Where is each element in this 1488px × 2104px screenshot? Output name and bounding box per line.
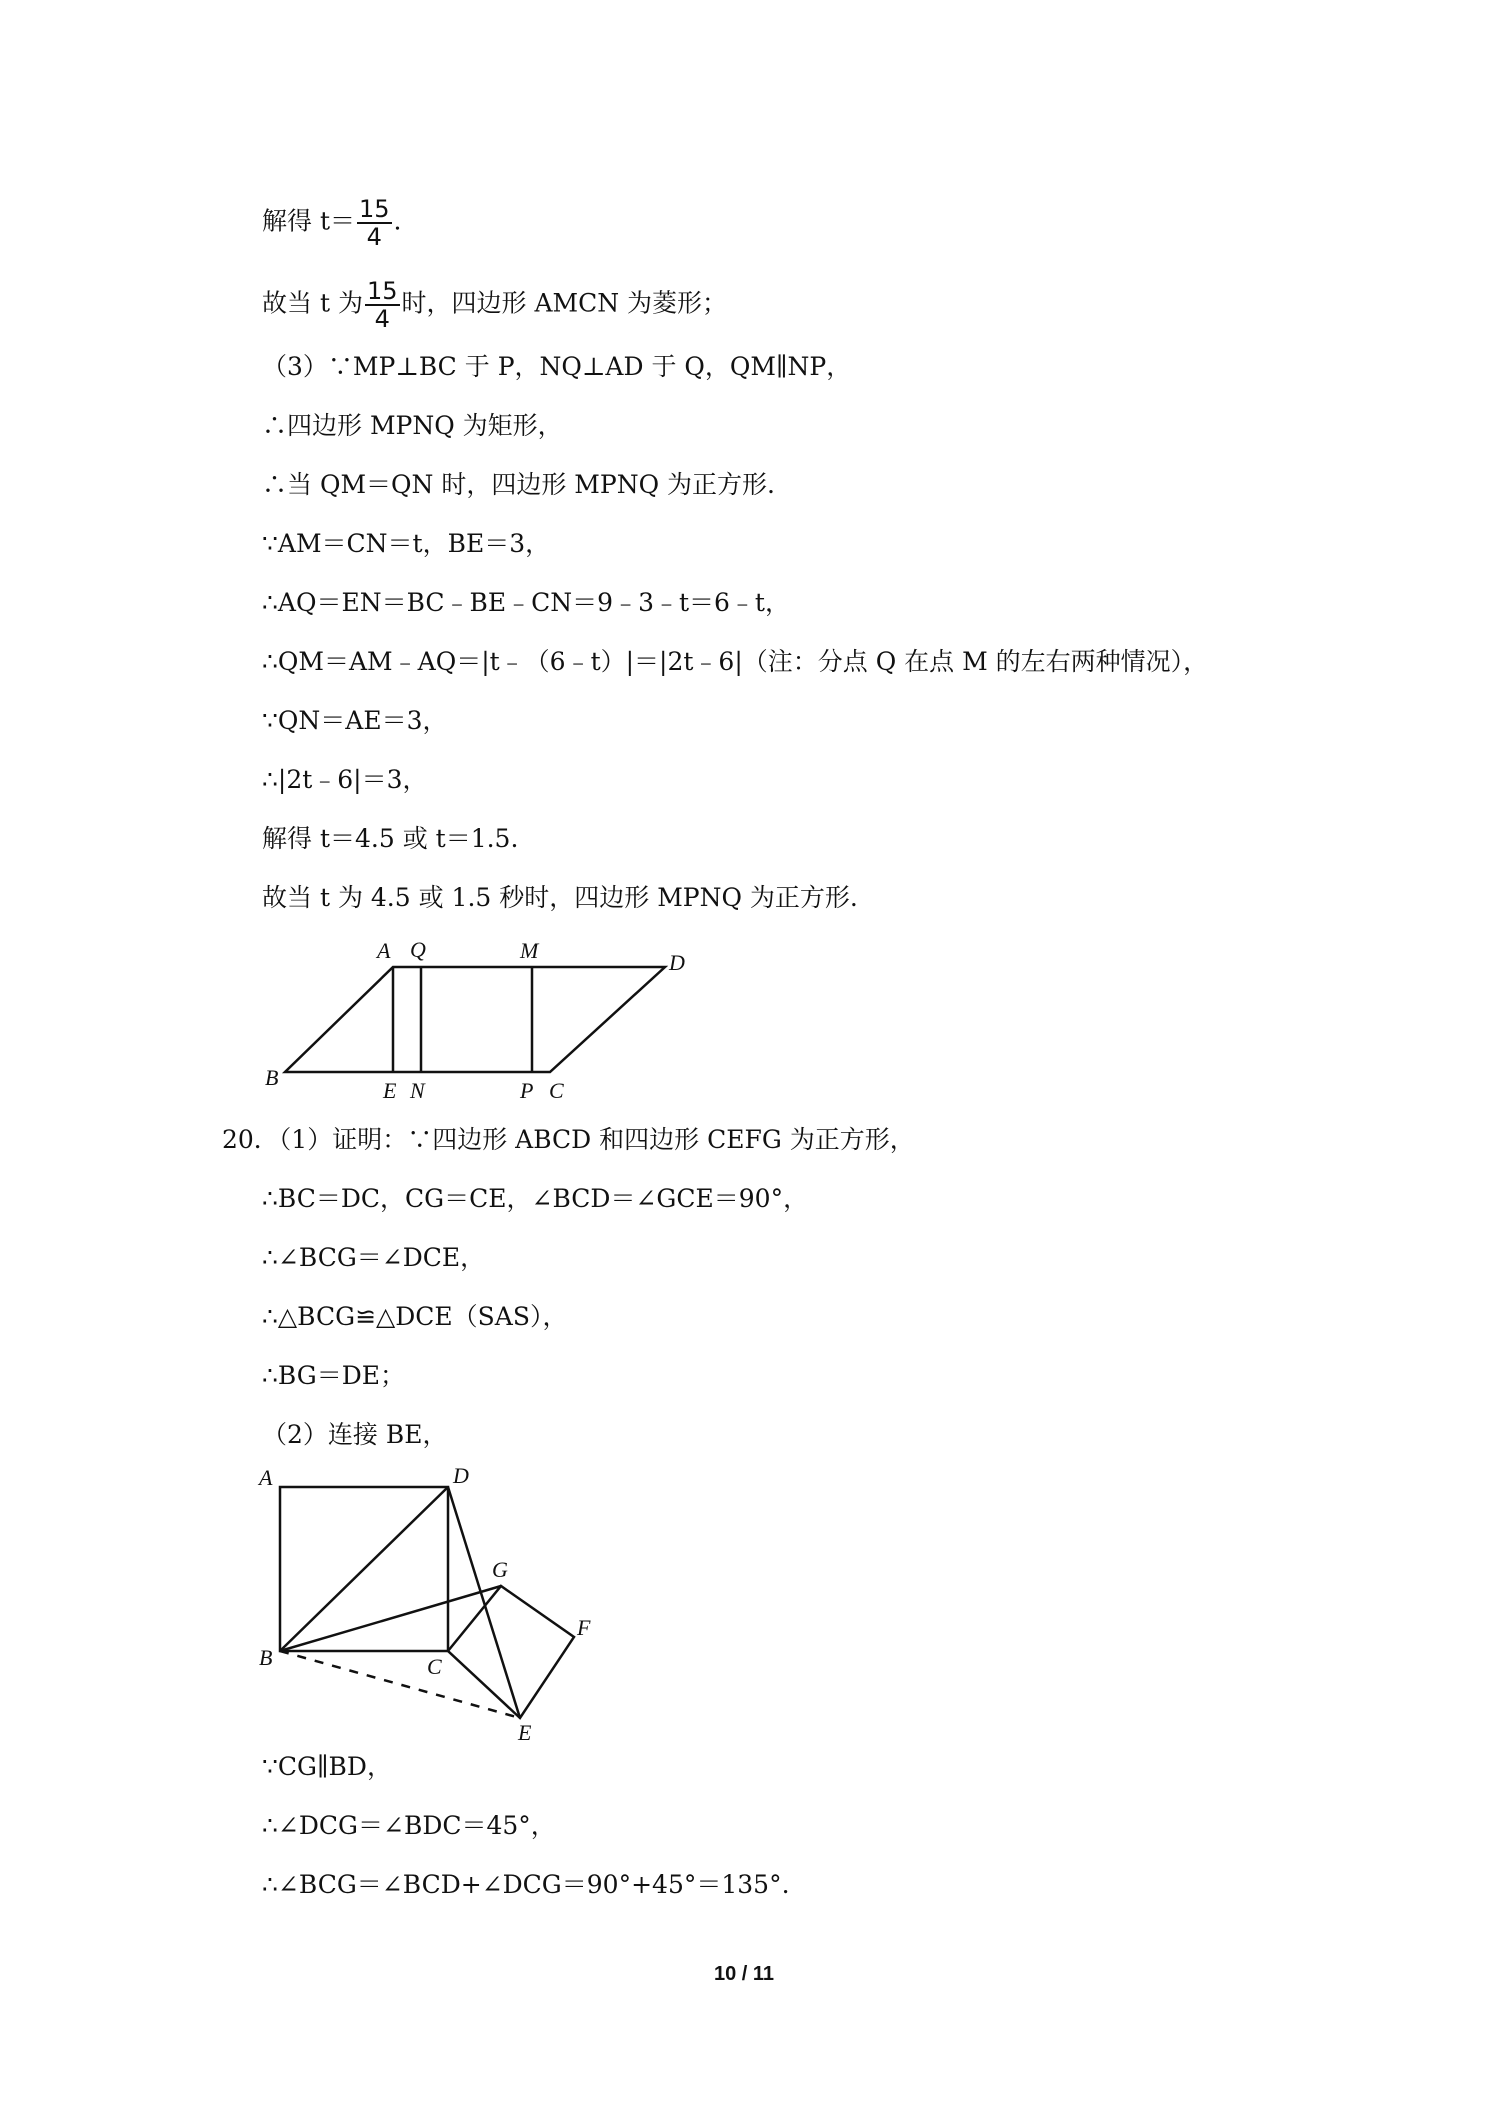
label-p: P	[520, 1078, 534, 1100]
fraction-denominator: 4	[374, 305, 390, 333]
label-d: D	[669, 950, 685, 975]
text-line-6: ∵AM＝CN＝t，BE＝3，	[262, 529, 551, 558]
fraction-numerator: 15	[366, 277, 398, 305]
fraction-numerator: 15	[359, 195, 390, 223]
square-cefg	[448, 1586, 574, 1718]
label-c: C	[427, 1654, 442, 1679]
label-g: G	[492, 1557, 508, 1582]
text-line-14: ∴BC＝DC，CG＝CE，∠BCD＝∠GCE＝90°，	[262, 1184, 809, 1213]
fraction-15-4	[365, 278, 400, 332]
text-line-4: ∴四边形 MPNQ 为矩形，	[262, 411, 563, 440]
text-line-15: ∴∠BCG＝∠DCE，	[262, 1243, 486, 1272]
label-a: A	[259, 1465, 273, 1490]
label-e: E	[383, 1078, 397, 1100]
text-line-9: ∵QN＝AE＝3，	[262, 706, 448, 735]
label-a: A	[377, 938, 391, 963]
text-line-20: ∴∠DCG＝∠BDC＝45°，	[262, 1811, 556, 1840]
label-b: B	[265, 1065, 279, 1090]
label-n: N	[410, 1078, 425, 1100]
label-e: E	[518, 1720, 532, 1740]
text-line-1	[262, 196, 402, 250]
label-q: Q	[410, 937, 426, 962]
text-line-19: ∵CG∥BD，	[262, 1752, 392, 1781]
text-line-11: 解得 t＝4.5 或 t＝1.5.	[262, 824, 519, 853]
text-line-8: ∴QM＝AM﹣AQ＝|t﹣（6﹣t）|＝|2t﹣6|（注：分点 Q 在点 M 的左右两种情况），	[262, 647, 1209, 676]
text-line-10: ∴|2t﹣6|＝3，	[262, 765, 428, 794]
text-line-12: 故当 t 为 4.5 或 1.5 秒时，四边形 MPNQ 为正方形.	[262, 883, 858, 912]
label-d: D	[453, 1463, 469, 1488]
label-f: F	[577, 1615, 591, 1640]
page-number: 10 / 11	[713, 1963, 775, 1985]
label-c: C	[549, 1078, 564, 1100]
figure-two-squares	[255, 1460, 625, 1740]
line-2-post: 时，四边形 AMCN 为菱形；	[401, 288, 728, 318]
text-line-18: （2）连接 BE，	[262, 1420, 448, 1449]
label-b: B	[259, 1645, 273, 1670]
line-1-post: .	[393, 206, 402, 236]
figure-parallelogram	[255, 930, 715, 1100]
text-line-3: （3）∵MP⊥BC 于 P，NQ⊥AD 于 Q，QM∥NP，	[262, 352, 852, 381]
line-2-pre: 故当 t 为	[262, 288, 363, 318]
text-line-7: ∴AQ＝EN＝BC﹣BE﹣CN＝9﹣3﹣t＝6﹣t，	[262, 588, 790, 617]
label-m: M	[520, 938, 539, 963]
text-line-21: ∴∠BCG＝∠BCD+∠DCG＝90°+45°＝135°.	[262, 1870, 790, 1899]
parallelogram-abcd	[285, 967, 665, 1072]
text-line-13: 20．（1）证明：∵四边形 ABCD 和四边形 CEFG 为正方形，	[222, 1125, 915, 1154]
line-1-pre: 解得 t＝	[262, 206, 355, 236]
fraction-15-4	[357, 196, 392, 250]
text-line-17: ∴BG＝DE；	[262, 1361, 406, 1390]
fraction-denominator: 4	[366, 223, 382, 251]
text-line-5: ∴当 QM＝QN 时，四边形 MPNQ 为正方形.	[262, 470, 775, 499]
text-line-16: ∴△BCG≌△DCE（SAS），	[262, 1302, 568, 1331]
text-line-2	[262, 278, 727, 332]
